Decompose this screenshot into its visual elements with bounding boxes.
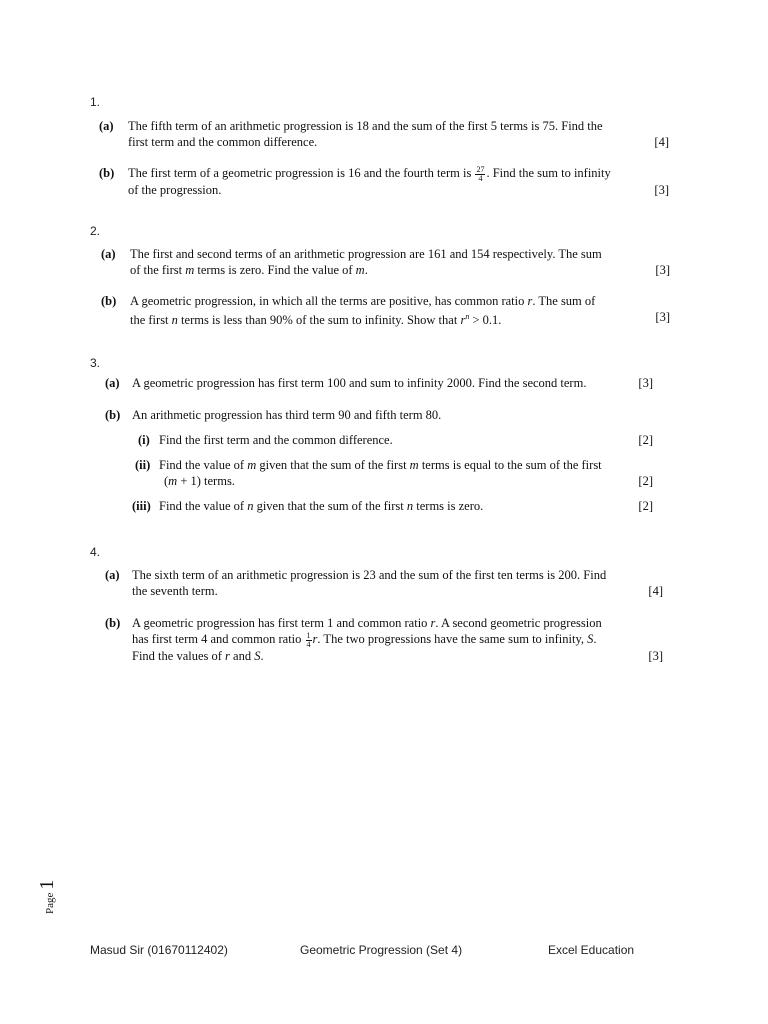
variable: m xyxy=(185,263,195,277)
marks: [2] xyxy=(638,433,653,447)
numerator: 1 xyxy=(306,630,311,640)
q1b-line2: of the progression. xyxy=(128,183,222,197)
footer-center: Geometric Progression (Set 4) xyxy=(300,943,463,957)
q3bi-line1: Find the first term and the common difference. xyxy=(159,433,393,447)
text: given that the sum of the first xyxy=(256,499,404,513)
q3a-line1: A geometric progression has first term 100 and sum to infinity 2000. Find the second term. xyxy=(132,376,587,390)
q4b-line1 xyxy=(132,615,602,631)
marks: [4] xyxy=(648,584,663,598)
fraction xyxy=(475,166,485,183)
q3-part-b-i xyxy=(132,432,653,450)
variable: n xyxy=(247,499,254,513)
q3-part-b xyxy=(105,407,653,425)
page-number: 1 xyxy=(36,879,58,890)
marks: [3] xyxy=(638,376,653,390)
q1-part-a xyxy=(99,118,669,152)
q2a-line2 xyxy=(130,262,368,278)
part-label: (a) xyxy=(105,568,120,582)
q2a-line1: The first and second terms of an arithmetic progression are 161 and 154 respectively. The sum xyxy=(130,247,602,261)
q4-part-a xyxy=(105,567,663,601)
variable: m xyxy=(168,474,178,488)
q3-part-b-ii xyxy=(132,457,653,491)
text: . The sum of xyxy=(532,294,596,308)
q2-part-b xyxy=(101,293,670,327)
part-label: (b) xyxy=(101,294,117,308)
text: + 1) terms. xyxy=(180,474,235,488)
q4b-line2 xyxy=(132,631,597,649)
marks: [3] xyxy=(655,263,670,277)
text: . The two progressions have the same sum to infinity, xyxy=(317,632,585,646)
text: terms is less than 90% of the sum to infinity. Show that xyxy=(181,313,458,328)
text: . A second geometric progression xyxy=(435,616,602,630)
variable: r xyxy=(312,632,318,646)
q1-part-b xyxy=(99,165,669,199)
footer-right: Excel Education xyxy=(548,943,635,957)
variable: r xyxy=(430,616,436,630)
variable: m xyxy=(409,458,419,472)
text: has first term 4 and common ratio xyxy=(132,632,302,646)
q3biii-line1 xyxy=(159,498,483,514)
text: . Find the sum to infinity xyxy=(486,166,611,180)
denominator: 4 xyxy=(478,173,483,183)
text: The first term of a geometric progression is 16 and the fourth term is xyxy=(128,166,472,180)
q1a-line1: The fifth term of an arithmetic progression is 18 and the sum of the first 5 terms is 75. Find the xyxy=(128,119,603,133)
q3bii-line1 xyxy=(159,457,602,473)
variable: r xyxy=(527,294,533,308)
q4-part-b xyxy=(105,615,663,665)
text: A geometric progression has first term 1 and common ratio xyxy=(132,616,428,630)
text: given that the sum of the first xyxy=(259,458,407,472)
q4a-line1: The sixth term of an arithmetic progression is 23 and the sum of the first ten terms is 200. Find xyxy=(132,568,607,582)
text: terms is equal to the sum of the first xyxy=(421,458,602,472)
part-label: (iii) xyxy=(132,499,151,513)
text: > 0.1. xyxy=(472,313,502,328)
text: Find the value of xyxy=(159,499,245,513)
part-label: (ii) xyxy=(135,458,151,472)
variable: n xyxy=(406,499,414,513)
part-label: (a) xyxy=(105,376,120,390)
text: Find the value of xyxy=(159,458,245,472)
variable: S xyxy=(587,632,594,646)
fraction xyxy=(306,632,312,649)
q1b-line1 xyxy=(128,165,611,183)
marks: [2] xyxy=(638,474,653,488)
question-number-3: 3. xyxy=(90,356,101,370)
q4a-line2: the seventh term. xyxy=(132,584,218,598)
part-label: (b) xyxy=(99,166,115,180)
text: ( xyxy=(164,474,169,488)
variable: n xyxy=(171,313,178,328)
question-number-1: 1. xyxy=(90,95,101,109)
variable: m xyxy=(247,458,257,472)
text: terms is zero. xyxy=(416,499,484,513)
text: . xyxy=(260,649,264,663)
q3bii-line2 xyxy=(164,473,235,489)
q3b-line1: An arithmetic progression has third term 90 and fifth term 80. xyxy=(132,408,442,422)
denominator: 4 xyxy=(306,639,311,649)
numerator: 27 xyxy=(476,164,485,174)
variable: S xyxy=(254,649,261,663)
q3-part-a xyxy=(105,375,653,393)
text: and xyxy=(233,649,252,663)
variable: m xyxy=(355,263,365,277)
q2b-line1 xyxy=(130,293,595,309)
part-label: (b) xyxy=(105,616,121,630)
text: the first xyxy=(130,313,169,328)
q2b-line2 xyxy=(130,309,501,328)
q2-part-a xyxy=(101,246,670,280)
q4b-line3 xyxy=(132,648,264,664)
exponent: n xyxy=(465,312,470,321)
page-word: Page xyxy=(44,892,56,914)
text: A geometric progression, in which all the terms are positive, has common ratio xyxy=(130,294,525,308)
marks: [3] xyxy=(654,183,669,197)
marks: [2] xyxy=(638,499,653,513)
question-number-2: 2. xyxy=(90,224,101,238)
text: Find the values of xyxy=(132,649,222,663)
question-number-4: 4. xyxy=(90,545,101,559)
q1a-line2: first term and the common difference. xyxy=(128,135,318,149)
text: . xyxy=(593,632,597,646)
variable: r xyxy=(460,313,466,328)
part-label: (b) xyxy=(105,408,121,422)
marks: [4] xyxy=(654,135,669,149)
q3-part-b-iii xyxy=(132,498,653,516)
text: of the first xyxy=(130,263,183,277)
text: terms is zero. Find the value of xyxy=(197,263,353,277)
page-number-label xyxy=(30,868,70,918)
marks: [3] xyxy=(648,649,663,663)
text: . xyxy=(364,263,368,277)
page-number-rotated xyxy=(36,880,59,914)
part-label: (a) xyxy=(99,119,114,133)
marks: [3] xyxy=(655,310,670,324)
variable: r xyxy=(225,649,230,663)
footer-left: Masud Sir (01670112402) xyxy=(90,943,228,957)
part-label: (i) xyxy=(138,433,150,447)
part-label: (a) xyxy=(101,247,116,261)
